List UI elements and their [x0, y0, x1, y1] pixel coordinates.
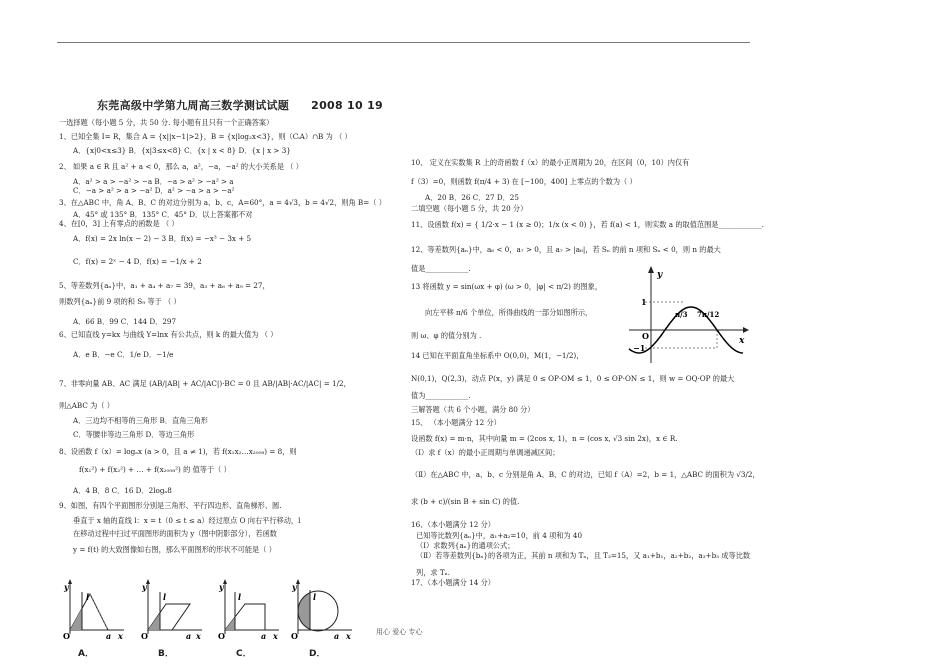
- svg-text:y: y: [292, 582, 297, 592]
- q13-x-arrow: [743, 327, 749, 333]
- svg-text:x: x: [346, 631, 351, 640]
- q9-figure-d: [288, 578, 356, 640]
- right-line-15: 设函数 f(x) = m·n，其中向量 m = (2cos x, 1)，n = (cos x, √3 sin 2x)，x ∈ R.: [411, 434, 678, 443]
- right-line-6: 值是____________.: [411, 264, 471, 273]
- right-line-7: 13 将函数 y = sin(ωx + φ) (ω > 0，|φ| < π/2) 的图象，: [411, 282, 603, 291]
- left-line-1: 1、已知全集 I= R，集合 A = {x||x−1|>2}，B = {x|log₂x<3}，则（CᵢA）∩B 为 （ ）: [59, 132, 352, 141]
- q9-label-a: A．: [78, 649, 94, 659]
- left-line-22: A．4 B．8 C．16 D．2logₐ8: [73, 486, 172, 495]
- right-line-5: 12、等差数列{aₙ}中，a₆ < 0，a₇ > 0，且 a₇ > |a₆|，若 Sₙ 的前 n 项和 Sₙ < 0，则 n 的最大: [411, 245, 721, 254]
- right-line-24: 17、（本小题满分 14 分）: [411, 578, 495, 587]
- left-line-12: 则数列{aₙ}前 9 项的和 S₉ 等于 （ ）: [59, 297, 181, 306]
- left-line-20: 8、设函数 f（x）= logₐx (a > 0，且 a ≠ 1)，若 f(x₁x₂…x₂₀₀₈) = 8，则: [59, 447, 297, 456]
- right-line-1: f（3）=0，则函数 f(π/4 + 3) 在 [−100，400] 上零点的个数为（ ）: [411, 177, 637, 186]
- left-line-26: y = f(t) 的大致图像如右图，那么平面图形的形状不可能是（ ）: [73, 545, 276, 554]
- right-line-16: （Ⅰ）求 f（x）的最小正周期与单调递减区间；: [411, 448, 560, 457]
- title-text: 东莞高级中学第九周高三数学测试试题: [97, 99, 290, 112]
- svg-text:a: a: [261, 631, 267, 640]
- left-line-17: 则△ABC 为（ ）: [59, 401, 114, 410]
- q13-y-arrow: [648, 266, 654, 273]
- left-line-10: C．f(x) = 2ˣ − 4 D．f(x) = −1/x + 2: [73, 257, 202, 266]
- left-line-3: 2、 如果 a ∈ R 且 a² + a < 0，那么 a，a²，−a，−a² 的大小关系是 （ ）: [59, 162, 303, 171]
- right-line-17: （Ⅱ）在△ABC 中，a、b、c 分别是角 A、B、C 的对边，已知 f（A）=2，b = 1，△ABC 的面积为 √3/2，: [411, 470, 760, 479]
- q9-figure-a: [60, 578, 128, 640]
- svg-text:l: l: [86, 592, 90, 602]
- svg-text:y: y: [219, 582, 224, 592]
- right-line-2: A．20 B．26 C．27 D．25: [425, 193, 519, 202]
- svg-text:a: a: [186, 631, 192, 640]
- right-line-20: 已知等比数列{aₙ}中，a₁+a₂=10，前 4 项和为 40: [416, 531, 583, 540]
- left-line-24: 垂直于 x 轴的直线 l：x = t（0 ≤ t ≤ a）经过原点 O 向右平行移动，l: [73, 516, 301, 525]
- header-rule: [57, 42, 750, 43]
- right-line-10: 14 已知在平面直角坐标系中 O(0,0)，M(1，−1/2)，: [411, 351, 584, 360]
- left-line-16: 7、非零向量 AB、AC 满足 (AB/|AB| + AC/|AC|)·BC = 0 且 AB/|AB|·AC/|AC| = 1/2，: [59, 379, 351, 388]
- svg-text:a: a: [106, 631, 112, 640]
- q9-figure-b: [138, 578, 206, 640]
- q13-sine-graph: [625, 265, 750, 365]
- page-title: [97, 97, 383, 113]
- right-line-8: 向左平移 π/6 个单位，所得曲线的一部分如图所示，: [425, 308, 593, 317]
- svg-text:x: x: [118, 631, 123, 640]
- left-line-18: A．三边均不相等的三角形 B．直角三角形: [73, 416, 208, 425]
- left-line-14: 6、已知直线 y=kx 与曲线 Y=lnx 有公共点，则 k 的最大值为 （ ）: [59, 330, 278, 339]
- right-line-19: 16、（本小题满分 12 分）: [411, 520, 495, 529]
- left-line-4: A．a² > a > −a² > −a B．−a > a² > −a² > a: [73, 177, 234, 186]
- q13-one-label: 1: [641, 297, 647, 307]
- page-footer: 用心 爱心 专心: [376, 628, 423, 636]
- left-line-7: A．45° 或 135° B．135° C．45° D．以上答案都不对: [73, 210, 253, 219]
- svg-text:a: a: [334, 631, 340, 640]
- right-line-12: 值为____________.: [411, 391, 471, 400]
- left-line-15: A．e B．−e C．1/e D．−1/e: [73, 350, 174, 359]
- q13-tick-a: π/3: [675, 310, 688, 319]
- title-date: 2008 10 19: [311, 99, 383, 112]
- svg-text:x: x: [273, 631, 278, 640]
- right-line-0: 10、 定义在实数集 R 上的奇函数 f（x）的最小正周期为 20，在区间（0，10）内仅有: [411, 158, 690, 167]
- left-line-6: 3、在△ABC 中，角 A、B、C 的对边分别为 a、b、c，A=60°，a = 4√3，b = 4√2，则角 B=（ ）: [59, 198, 386, 207]
- q9-label-c: C．: [236, 649, 252, 659]
- svg-text:O: O: [141, 631, 148, 640]
- left-line-21: f(x₁²) + f(x₂²) + … + f(x₂₀₀₈²) 的 值等于（ ）: [79, 465, 231, 474]
- left-line-11: 5、等差数列{aₙ}中，a₁ + a₄ + a₇ = 39，a₃ + a₆ + a₉ = 27，: [59, 281, 270, 290]
- svg-text:l: l: [238, 592, 242, 602]
- left-line-13: A．66 B．99 C．144 D．297: [73, 317, 177, 326]
- svg-text:y: y: [142, 582, 147, 592]
- left-line-25: 在移动过程中扫过平面图形的面积为 y（图中阴影部分），若函数: [73, 529, 277, 538]
- q13-y-label: y: [657, 270, 663, 280]
- q9-figure-c: [215, 578, 283, 640]
- right-line-4: 11、设函数 f(x) = { 1/2·x − 1 (x ≥ 0)；1/x (x < 0) }，若 f(a) < 1，则实数 a 的取值范围是____________.: [411, 220, 764, 229]
- left-line-0: 一选择题（每小题 5 分，共 50 分. 每小题有且只有一个正确答案）: [59, 118, 274, 127]
- right-line-23: 列，求 Tₙ.: [416, 568, 451, 577]
- q13-x-label: x: [739, 336, 745, 346]
- left-line-23: 9、如图，有四个平面图形分别是三角形、平行四边形、直角梯形、圆.: [59, 501, 282, 510]
- left-line-9: A．f(x) = 2x ln(x − 2) − 3 B．f(x) = −x³ − 3x + 5: [73, 234, 252, 243]
- left-line-2: A．{x|0<x≤3} B．{x|3≤x<8} C．{x | x < 8} D．{x | x > 3}: [73, 146, 291, 155]
- svg-text:O: O: [291, 631, 298, 640]
- left-line-19: C．等腰非等边三角形 D．等边三角形: [73, 430, 195, 439]
- q13-neg-one-label: −1: [633, 343, 646, 353]
- q9-label-b: B．: [158, 649, 174, 659]
- q13-tick-b: 7π/12: [697, 310, 720, 319]
- right-line-3: 二填空题（每小题 5 分，共 20 分）: [411, 204, 528, 213]
- left-line-5: C．−a > a² > a > −a² D．a² > −a > a > −a²: [73, 186, 235, 195]
- right-line-11: N(0,1)，Q(2,3)，动点 P(x，y) 满足 0 ≤ OP·OM ≤ 1，0 ≤ OP·ON ≤ 1，则 w = OQ·OP 的最大: [411, 374, 735, 383]
- svg-text:y: y: [64, 582, 69, 592]
- svg-text:O: O: [218, 631, 225, 640]
- svg-text:O: O: [63, 631, 70, 640]
- q9-label-d: D．: [309, 649, 326, 659]
- svg-text:x: x: [196, 631, 201, 640]
- left-line-8: 4、在[0，3] 上有零点的函数是 （ ）: [59, 219, 179, 228]
- right-line-14: 15、 （本小题满分 12 分）: [411, 418, 501, 427]
- svg-text:l: l: [163, 592, 167, 602]
- right-line-18: 求 (b + c)/(sin B + sin C) 的值.: [411, 497, 520, 506]
- right-line-13: 三解答题（共 6 个小题，满分 80 分）: [411, 405, 535, 414]
- q13-origin-label: O: [642, 331, 649, 341]
- right-line-22: （Ⅱ）若等差数列{bₙ}的各项为正，其前 n 项和为 Tₙ，且 T₃=15，又 a₁+b₁，a₂+b₂，a₃+b₃ 成等比数: [416, 551, 751, 560]
- right-line-9: 则 ω、φ 的值分别为 .: [411, 331, 482, 340]
- svg-text:l: l: [313, 592, 317, 602]
- right-line-21: （Ⅰ）求数列{aₙ}的通项公式；: [416, 541, 515, 550]
